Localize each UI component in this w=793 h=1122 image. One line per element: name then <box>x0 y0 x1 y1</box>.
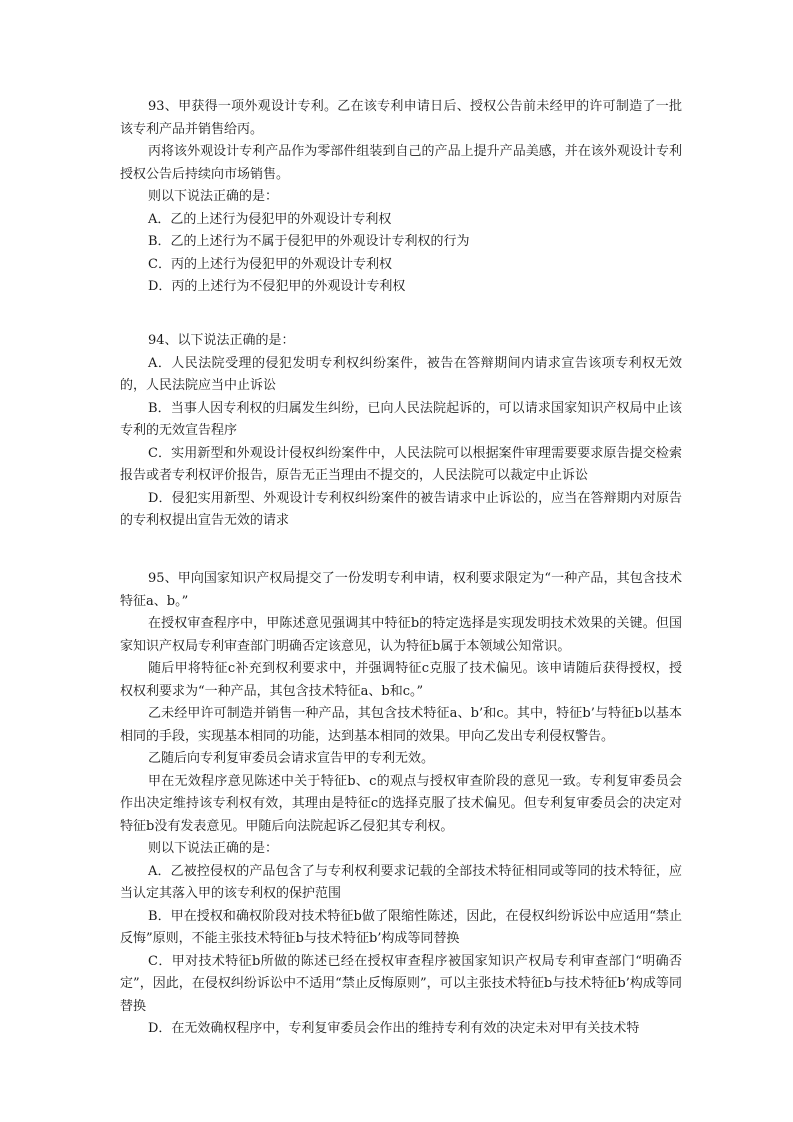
option-d: D．在无效确权程序中，专利复审委员会作出的维持专利有效的决定未对甲有关技术特 <box>148 1021 640 1036</box>
option-b: B．乙的上述行为不属于侵犯甲的外观设计专利权的行为 <box>148 234 470 249</box>
option-b: B．甲在授权和确权阶段对技术特征b做了限缩性陈述，因此，在侵权纠纷诉讼中应适用“禁止反悔”原则，不能主张技术特征b与技术特征b’构成等同替换 <box>120 908 682 946</box>
question-95 <box>120 568 682 1041</box>
option-c: C．甲对技术特征b所做的陈述已经在授权审查程序被国家知识产权局专利审查部门“明确否定”，因此，在侵权纠纷诉讼中不适用“禁止反悔原则”，可以主张技术特征b与技术特征b’构成等同替换 <box>120 953 682 1014</box>
question-stem: 乙随后向专利复审委员会请求宣告甲的专利无效。 <box>148 751 435 766</box>
question-94 <box>120 330 682 533</box>
option-b: B．当事人因专利权的归属发生纠纷，已向人民法院起诉的，可以请求国家知识产权局中止该专利的无效宣告程序 <box>120 400 682 438</box>
question-prompt: 则以下说法正确的是： <box>148 841 279 856</box>
option-d: D．丙的上述行为不侵犯甲的外观设计专利权 <box>148 279 406 294</box>
question-stem: 94、以下说法正确的是： <box>148 333 295 348</box>
option-a: A．乙的上述行为侵犯甲的外观设计专利权 <box>148 211 392 227</box>
question-stem: 丙将该外观设计专利产品作为零部件组装到自己的产品上提升产品美感，并在该外观设计专利授权公告后持续向市场销售。 <box>120 144 682 182</box>
option-a: A．乙被控侵权的产品包含了与专利权利要求记载的全部技术特征相同或等同的技术特征，应当认定其落入甲的该专利权的保护范围 <box>120 863 682 901</box>
question-stem: 95、甲向国家知识产权局提交了一份发明专利申请，权利要求限定为“一种产品，其包含技术特征a、b。” <box>120 571 682 609</box>
question-prompt: 则以下说法正确的是： <box>148 189 279 204</box>
option-d: D．侵犯实用新型、外观设计专利权纠纷案件的被告请求中止诉讼的，应当在答辩期内对原告的专利权提出宣告无效的请求 <box>120 490 682 528</box>
option-c: C．丙的上述行为侵犯甲的外观设计专利权 <box>148 256 392 272</box>
question-stem: 甲在无效程序意见陈述中关于特征b、c的观点与授权审查阶段的意见一致。专利复审委员会作出决定维持该专利权有效，其理由是特征c的选择克服了技术偏见。但专利复审委员会的决定对特征b没有发表意见。甲随后向法院起诉乙侵犯其专利权。 <box>120 773 682 834</box>
question-93 <box>120 96 682 299</box>
option-a: A．人民法院受理的侵犯发明专利权纠纷案件，被告在答辩期间内请求宣告该项专利权无效的，人民法院应当中止诉讼 <box>120 355 682 393</box>
question-stem: 乙未经甲许可制造并销售一种产品，其包含技术特征a、b’和c。其中，特征b’与特征b以基本相同的手段，实现基本相同的功能，达到基本相同的效果。甲向乙发出专利侵权警告。 <box>120 706 682 744</box>
option-c: C．实用新型和外观设计侵权纠纷案件中，人民法院可以根据案件审理需要要求原告提交检索报告或者专利权评价报告，原告无正当理由不提交的，人民法院可以裁定中止诉讼 <box>120 445 682 483</box>
question-stem: 随后甲将特征c补充到权利要求中，并强调特征c克服了技术偏见。该申请随后获得授权，授权权利要求为“一种产品，其包含技术特征a、b和c。” <box>120 661 682 699</box>
question-stem: 93、甲获得一项外观设计专利。乙在该专利申请日后、授权公告前未经甲的许可制造了一批该专利产品并销售给丙。 <box>120 99 682 137</box>
question-stem: 在授权审查程序中，甲陈述意见强调其中特征b的特定选择是实现发明技术效果的关键。但国家知识产权局专利审查部门明确否定该意见，认为特征b属于本领域公知常识。 <box>120 616 682 654</box>
